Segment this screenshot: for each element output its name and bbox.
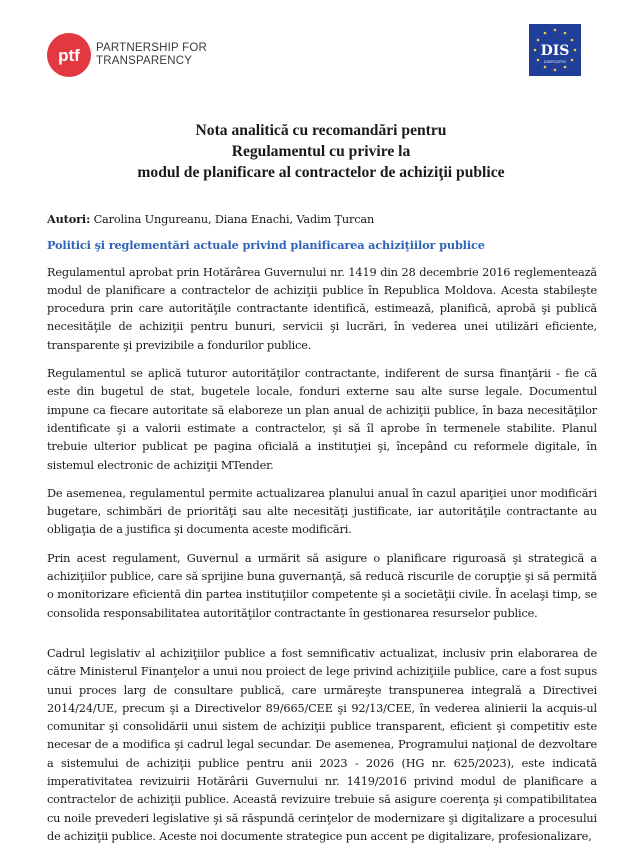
authors-names: Carolina Ungureanu, Diana Enachi, Vadim Ţurcan (93, 213, 375, 226)
title-line-1: Nota analitică cu recomandări pentru (195, 122, 447, 139)
document-body (47, 210, 597, 856)
ptf-logo (46, 32, 92, 78)
dis-logo-subtext: DISPOZITIV (543, 59, 567, 64)
ptf-logo-mark: ptf (58, 46, 80, 65)
paragraph-2: Regulamentul se aplică tuturor autorităţilor contractante, indiferent de sursa finanţării - fie că este din bugetul de stat, bugetele locale, fonduri externe sau alte surse legale. Documentul impune ca fiecare autoritate să elaboreze un plan anual de achiziţii publice, în baza necesităţilor identificate şi a valorii estimate a contractelor, şi să îl aprobe în termenele stabilite. Planul trebuie ulterior publicat pe pagina oficială a instituţiei şi, începând cu reformele digitale, în sistemul electronic de achiziţii MTender. (47, 367, 597, 472)
paragraph-5: Cadrul legislativ al achiziţiilor publice a fost semnificativ actualizat, inclusiv prin elaborarea de către Ministerul Finanţelor a unui nou proiect de lege privind achiziţiile publice, care a fost supus unui proces larg de consultare publică, care urmăreşte transpunerea integrală a Directivei 2014/24/UE, precum şi a Directivelor 89/665/CEE şi 92/13/CEE, în vederea alinierii la acquis-ul comunitar şi consolidării unui sistem de achiziţii publice transparent, eficient şi competitiv este necesar de a modifica şi cadrul legal secundar. De asemenea, Programului naţional de dezvoltare a sistemului de achiziţii publice pentru anii 2023 - 2026 (HG nr. 625/2023), este indicată imperativitatea revizuirii Hotărârii Guvernului nr. 1419/2016 privind modul de planificare a contractelor de achiziţii publice. Această revizuire trebuie să asigure coerenţa şi compatibilitatea cu noile prevederi legislative şi să răspundă cerinţelor de modernizare şi digitalizare a procesului de achiziţii publice. Aceste noi documente strategice pun accent pe digitalizare, profesionalizare, (47, 646, 597, 843)
paragraph-4: Prin acest regulament, Guvernul a urmărit să asigure o planificare riguroasă şi strategică a achiziţiilor publice, care să sprijine buna guvernanţă, să reducă riscurile de corupţie şi să permită o monitorizare eficientă din partea instituţiilor competente şi a societăţii civile. În acelaşi timp, se consolida responsabilitatea autorităţilor contractante în gestionarea resurselor publice. (47, 551, 597, 620)
ptf-name-line2: TRANSPARENCY (96, 54, 193, 67)
authors-label: Autori: (47, 212, 91, 226)
page-header (0, 0, 642, 100)
authors-line (47, 210, 597, 229)
paragraph-1: Regulamentul aprobat prin Hotărârea Guvernului nr. 1419 din 28 decembrie 2016 reglementează modul de planificare a contractelor de achiziţii publice în Republica Moldova. Acesta stabileşte procedura prin care autorităţile contractante identifică, estimează, planifică, aprobă şi publică necesităţile de achiziţii pentru bunuri, servicii şi lucrări, în vederea unei utilizări eficiente, transparente şi previzibile a fondurilor publice. (47, 265, 597, 352)
section-heading: Politici şi reglementări actuale privind planificarea achiziţiilor publice (47, 238, 485, 253)
title-line-3: modul de planificare al contractelor de achiziţii publice (137, 164, 505, 181)
document-title (0, 120, 642, 183)
title-line-2: Regulamentul cu privire la (231, 143, 411, 160)
ptf-organization-name (96, 42, 207, 67)
paragraph-3: De asemenea, regulamentul permite actualizarea planului anual în cazul apariţiei unor modificări bugetare, schimbări de priorităţi sau alte necesităţi justificate, iar autorităţile contractante au obligaţia de a justifica şi documenta aceste modificări. (47, 486, 597, 537)
ptf-name-line1: PARTNERSHIP FOR (96, 42, 207, 54)
dis-logo (529, 24, 581, 76)
dis-logo-mark: DIS (540, 43, 570, 59)
